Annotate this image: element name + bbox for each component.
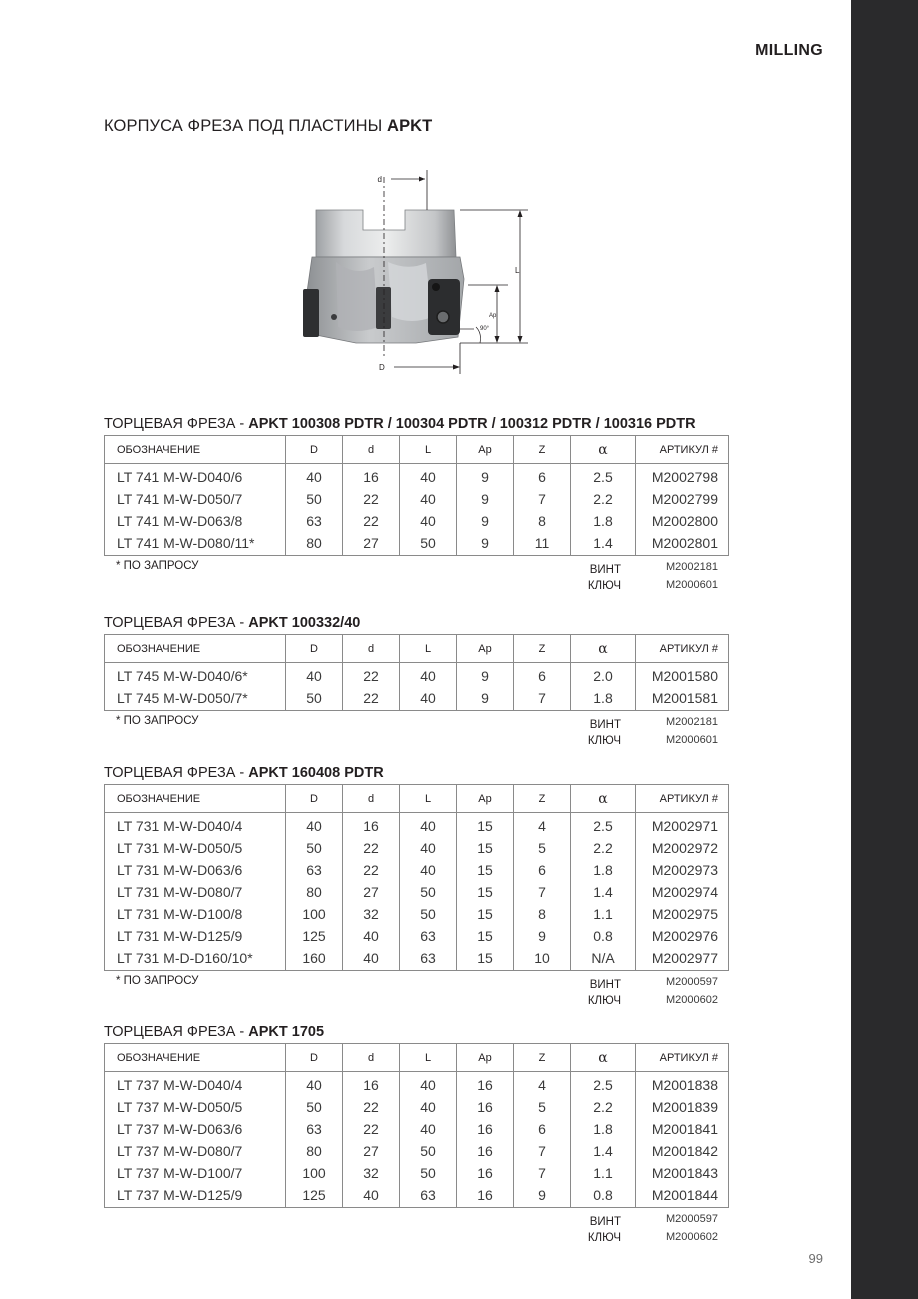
product-section-4 [104, 1021, 729, 1248]
cell-D: 40 [286, 663, 343, 688]
cell-Ap: 9 [457, 464, 514, 489]
cell-article: M2001580 [636, 663, 729, 688]
cell-L: 50 [400, 903, 457, 925]
cell-d: 22 [343, 663, 400, 688]
cell-D: 125 [286, 925, 343, 947]
cell-alpha: N/A [571, 947, 636, 971]
col-header-alpha: α [571, 436, 636, 464]
cell-designation: LT 731 M-W-D080/7 [105, 881, 286, 903]
col-header-designation: ОБОЗНАЧЕНИЕ [105, 785, 286, 813]
cell-designation: LT 741 M-W-D063/8 [105, 510, 286, 532]
col-header-alpha: α [571, 1044, 636, 1072]
cell-Ap: 16 [457, 1118, 514, 1140]
cell-Ap: 15 [457, 925, 514, 947]
col-header-D: D [286, 436, 343, 464]
spec-table [104, 634, 729, 711]
spec-table [104, 435, 729, 556]
col-header-L: L [400, 436, 457, 464]
cell-d: 22 [343, 837, 400, 859]
cell-designation: LT 737 M-W-D050/5 [105, 1096, 286, 1118]
cell-Ap: 15 [457, 903, 514, 925]
table-row [105, 1184, 729, 1208]
key-code: M2000602 [666, 1231, 718, 1243]
cell-designation: LT 737 M-W-D080/7 [105, 1140, 286, 1162]
col-header-Ap: Ap [457, 436, 514, 464]
cell-alpha: 1.4 [571, 532, 636, 556]
cell-Z: 11 [514, 532, 571, 556]
section-title-insert: APKT 160408 PDTR [248, 765, 384, 781]
cell-alpha: 1.8 [571, 859, 636, 881]
cell-designation: LT 731 M-W-D040/4 [105, 813, 286, 838]
key-code: M2000601 [666, 579, 718, 591]
section-title-insert: APKT 100308 PDTR / 100304 PDTR / 100312 PDTR / 100316 PDTR [248, 416, 696, 432]
cell-d: 16 [343, 464, 400, 489]
cell-article: M2001841 [636, 1118, 729, 1140]
cell-d: 27 [343, 881, 400, 903]
on-request-note: * ПО ЗАПРОСУ [116, 975, 199, 987]
col-header-Ap: Ap [457, 635, 514, 663]
section-title-prefix: ТОРЦЕВАЯ ФРЕЗА - [104, 1024, 249, 1040]
cell-article: M2002977 [636, 947, 729, 971]
cell-designation: LT 745 M-W-D040/6* [105, 663, 286, 688]
cell-Z: 6 [514, 464, 571, 489]
insert-left [303, 289, 319, 337]
cell-d: 32 [343, 903, 400, 925]
cell-L: 40 [400, 488, 457, 510]
cell-D: 160 [286, 947, 343, 971]
section-title-insert: APKT 1705 [248, 1024, 325, 1040]
cell-Z: 10 [514, 947, 571, 971]
page-number: 99 [808, 1251, 823, 1266]
cell-article: M2001838 [636, 1072, 729, 1097]
table-row [105, 903, 729, 925]
col-header-D: D [286, 785, 343, 813]
cell-Z: 6 [514, 1118, 571, 1140]
spec-table [104, 1043, 729, 1208]
table-row [105, 837, 729, 859]
screw-code: M2002181 [666, 561, 718, 573]
cell-Ap: 16 [457, 1184, 514, 1208]
key-label: КЛЮЧ [587, 1232, 621, 1244]
col-header-Z: Z [514, 785, 571, 813]
table-header-row [105, 1044, 729, 1072]
sidebar-bar [851, 0, 918, 1299]
col-header-alpha: α [571, 635, 636, 663]
key-code: M2000602 [666, 994, 718, 1006]
on-request-note: * ПО ЗАПРОСУ [116, 715, 199, 727]
cell-L: 63 [400, 947, 457, 971]
key-label: КЛЮЧ [587, 580, 621, 592]
cell-Z: 5 [514, 1096, 571, 1118]
product-section-3 [104, 762, 729, 1011]
col-header-L: L [400, 635, 457, 663]
cell-D: 80 [286, 532, 343, 556]
section-title-prefix: ТОРЦЕВАЯ ФРЕЗА - [104, 615, 249, 631]
table-row [105, 947, 729, 971]
cell-D: 50 [286, 837, 343, 859]
cell-Ap: 9 [457, 532, 514, 556]
cell-article: M2002974 [636, 881, 729, 903]
screw-label: ВИНТ [589, 979, 621, 991]
screw-code: M2000597 [666, 1213, 718, 1225]
table-row [105, 663, 729, 688]
cell-Z: 9 [514, 1184, 571, 1208]
cell-D: 50 [286, 1096, 343, 1118]
cell-L: 40 [400, 1072, 457, 1097]
cell-Ap: 15 [457, 837, 514, 859]
cell-D: 100 [286, 903, 343, 925]
cell-Z: 7 [514, 687, 571, 711]
col-header-article: АРТИКУЛ # [636, 785, 729, 813]
cell-D: 125 [286, 1184, 343, 1208]
table-footer [104, 556, 729, 596]
cell-article: M2002976 [636, 925, 729, 947]
cell-D: 100 [286, 1162, 343, 1184]
cell-d: 22 [343, 1118, 400, 1140]
col-header-Z: Z [514, 635, 571, 663]
cell-L: 63 [400, 1184, 457, 1208]
cell-d: 40 [343, 1184, 400, 1208]
cell-alpha: 1.4 [571, 881, 636, 903]
cell-designation: LT 731 M-D-D160/10* [105, 947, 286, 971]
cell-L: 40 [400, 813, 457, 838]
cell-article: M2001843 [636, 1162, 729, 1184]
screw-label: ВИНТ [589, 1216, 621, 1228]
cell-L: 40 [400, 1096, 457, 1118]
cell-article: M2002799 [636, 488, 729, 510]
screw-code: M2000597 [666, 976, 718, 988]
cell-designation: LT 737 M-W-D125/9 [105, 1184, 286, 1208]
col-header-D: D [286, 635, 343, 663]
cell-article: M2002975 [636, 903, 729, 925]
dim-label-d: d [377, 175, 382, 184]
cell-article: M2002801 [636, 532, 729, 556]
cell-Ap: 16 [457, 1072, 514, 1097]
cell-L: 40 [400, 859, 457, 881]
table-row [105, 532, 729, 556]
cell-Ap: 9 [457, 663, 514, 688]
cell-designation: LT 731 M-W-D100/8 [105, 903, 286, 925]
cell-Z: 7 [514, 488, 571, 510]
cell-alpha: 1.8 [571, 1118, 636, 1140]
cell-designation: LT 731 M-W-D125/9 [105, 925, 286, 947]
table-row [105, 510, 729, 532]
page-title-prefix: КОРПУСА ФРЕЗА ПОД ПЛАСТИНЫ [104, 117, 383, 135]
col-header-d: d [343, 436, 400, 464]
page-title [104, 117, 432, 136]
col-header-d: d [343, 785, 400, 813]
product-section-2 [104, 612, 729, 751]
cell-alpha: 0.8 [571, 925, 636, 947]
cell-Ap: 15 [457, 859, 514, 881]
section-title-prefix: ТОРЦЕВАЯ ФРЕЗА - [104, 416, 249, 432]
cell-alpha: 2.5 [571, 813, 636, 838]
cell-Ap: 16 [457, 1140, 514, 1162]
cell-L: 40 [400, 1118, 457, 1140]
cell-alpha: 1.8 [571, 510, 636, 532]
col-header-designation: ОБОЗНАЧЕНИЕ [105, 1044, 286, 1072]
cell-D: 40 [286, 813, 343, 838]
table-row [105, 1072, 729, 1097]
cell-D: 40 [286, 464, 343, 489]
milling-cutter-drawing [296, 167, 536, 377]
cell-d: 22 [343, 510, 400, 532]
cell-alpha: 2.5 [571, 464, 636, 489]
cell-designation: LT 731 M-W-D063/6 [105, 859, 286, 881]
table-footer [104, 1208, 729, 1248]
section-title [104, 612, 729, 634]
col-header-Z: Z [514, 1044, 571, 1072]
cell-d: 27 [343, 532, 400, 556]
table-row [105, 464, 729, 489]
cell-Ap: 15 [457, 813, 514, 838]
cell-Ap: 15 [457, 881, 514, 903]
cell-Ap: 16 [457, 1162, 514, 1184]
col-header-article: АРТИКУЛ # [636, 1044, 729, 1072]
table-row [105, 1162, 729, 1184]
cell-Ap: 9 [457, 488, 514, 510]
table-footer [104, 711, 729, 751]
cell-article: M2002973 [636, 859, 729, 881]
cell-article: M2001581 [636, 687, 729, 711]
cell-alpha: 2.2 [571, 837, 636, 859]
section-title [104, 413, 729, 435]
cell-Z: 4 [514, 1072, 571, 1097]
cell-D: 40 [286, 1072, 343, 1097]
col-header-article: АРТИКУЛ # [636, 635, 729, 663]
cell-L: 50 [400, 1140, 457, 1162]
cell-D: 63 [286, 859, 343, 881]
cell-Ap: 9 [457, 510, 514, 532]
table-row [105, 488, 729, 510]
cell-alpha: 1.4 [571, 1140, 636, 1162]
cell-L: 40 [400, 464, 457, 489]
col-header-article: АРТИКУЛ # [636, 436, 729, 464]
cell-alpha: 2.2 [571, 488, 636, 510]
table-header-row [105, 635, 729, 663]
insert-center [376, 287, 391, 329]
cell-L: 50 [400, 532, 457, 556]
cell-article: M2002971 [636, 813, 729, 838]
page-title-insert: APKT [387, 117, 433, 135]
spec-table [104, 784, 729, 971]
section-tag: MILLING [755, 42, 823, 59]
cell-Z: 7 [514, 1140, 571, 1162]
table-row [105, 925, 729, 947]
cell-alpha: 1.1 [571, 1162, 636, 1184]
cell-L: 40 [400, 837, 457, 859]
cell-d: 32 [343, 1162, 400, 1184]
cell-L: 40 [400, 687, 457, 711]
cell-d: 16 [343, 1072, 400, 1097]
cell-article: M2002800 [636, 510, 729, 532]
cell-alpha: 1.8 [571, 687, 636, 711]
cell-article: M2001844 [636, 1184, 729, 1208]
cell-article: M2002798 [636, 464, 729, 489]
cell-d: 16 [343, 813, 400, 838]
col-header-designation: ОБОЗНАЧЕНИЕ [105, 635, 286, 663]
cell-D: 63 [286, 510, 343, 532]
cell-Z: 7 [514, 881, 571, 903]
table-row [105, 881, 729, 903]
col-header-L: L [400, 1044, 457, 1072]
cell-d: 40 [343, 925, 400, 947]
cell-Z: 7 [514, 1162, 571, 1184]
table-row [105, 687, 729, 711]
col-header-d: d [343, 1044, 400, 1072]
col-header-L: L [400, 785, 457, 813]
cell-designation: LT 741 M-W-D080/11* [105, 532, 286, 556]
on-request-note: * ПО ЗАПРОСУ [116, 560, 199, 572]
cell-article: M2002972 [636, 837, 729, 859]
cell-designation: LT 737 M-W-D063/6 [105, 1118, 286, 1140]
table-row [105, 859, 729, 881]
col-header-Z: Z [514, 436, 571, 464]
product-section-1 [104, 413, 729, 596]
cell-alpha: 2.5 [571, 1072, 636, 1097]
table-row [105, 1096, 729, 1118]
dim-label-D: D [379, 363, 385, 372]
table-footer [104, 971, 729, 1011]
col-header-D: D [286, 1044, 343, 1072]
key-code: M2000601 [666, 734, 718, 746]
cell-L: 63 [400, 925, 457, 947]
cell-Z: 9 [514, 925, 571, 947]
cell-designation: LT 745 M-W-D050/7* [105, 687, 286, 711]
screw-label: ВИНТ [589, 564, 621, 576]
dim-label-angle: 90° [480, 326, 490, 332]
table-row [105, 1140, 729, 1162]
cell-Ap: 16 [457, 1096, 514, 1118]
table-header-row [105, 785, 729, 813]
cell-designation: LT 731 M-W-D050/5 [105, 837, 286, 859]
cell-L: 50 [400, 1162, 457, 1184]
cutter-body [316, 210, 456, 257]
col-header-d: d [343, 635, 400, 663]
cell-article: M2001842 [636, 1140, 729, 1162]
cell-Z: 4 [514, 813, 571, 838]
key-label: КЛЮЧ [587, 995, 621, 1007]
col-header-designation: ОБОЗНАЧЕНИЕ [105, 436, 286, 464]
cell-Ap: 15 [457, 947, 514, 971]
table-header-row [105, 436, 729, 464]
cell-Z: 5 [514, 837, 571, 859]
section-title [104, 1021, 729, 1043]
cell-d: 40 [343, 947, 400, 971]
cell-designation: LT 741 M-W-D040/6 [105, 464, 286, 489]
cell-D: 80 [286, 1140, 343, 1162]
cell-Ap: 9 [457, 687, 514, 711]
col-header-Ap: Ap [457, 1044, 514, 1072]
cell-D: 50 [286, 488, 343, 510]
section-title [104, 762, 729, 784]
table-row [105, 1118, 729, 1140]
cell-Z: 6 [514, 859, 571, 881]
cell-d: 22 [343, 1096, 400, 1118]
cell-L: 40 [400, 510, 457, 532]
cell-d: 27 [343, 1140, 400, 1162]
table-row [105, 813, 729, 838]
cell-d: 22 [343, 859, 400, 881]
col-header-alpha: α [571, 785, 636, 813]
cell-designation: LT 737 M-W-D100/7 [105, 1162, 286, 1184]
cell-alpha: 2.0 [571, 663, 636, 688]
cell-Z: 8 [514, 903, 571, 925]
cell-designation: LT 741 M-W-D050/7 [105, 488, 286, 510]
key-label: КЛЮЧ [587, 735, 621, 747]
dim-label-L: L [515, 266, 520, 275]
cell-designation: LT 737 M-W-D040/4 [105, 1072, 286, 1097]
cell-alpha: 1.1 [571, 903, 636, 925]
cell-d: 22 [343, 488, 400, 510]
cell-L: 50 [400, 881, 457, 903]
cell-d: 22 [343, 687, 400, 711]
section-title-insert: APKT 100332/40 [248, 615, 361, 631]
cell-D: 50 [286, 687, 343, 711]
cell-D: 63 [286, 1118, 343, 1140]
dim-label-Ap: Ap [489, 313, 497, 319]
col-header-Ap: Ap [457, 785, 514, 813]
screw-label: ВИНТ [589, 719, 621, 731]
cell-D: 80 [286, 881, 343, 903]
screw-code: M2002181 [666, 716, 718, 728]
cell-alpha: 2.2 [571, 1096, 636, 1118]
cell-L: 40 [400, 663, 457, 688]
cell-Z: 6 [514, 663, 571, 688]
cell-alpha: 0.8 [571, 1184, 636, 1208]
section-title-prefix: ТОРЦЕВАЯ ФРЕЗА - [104, 765, 249, 781]
cell-article: M2001839 [636, 1096, 729, 1118]
cell-Z: 8 [514, 510, 571, 532]
